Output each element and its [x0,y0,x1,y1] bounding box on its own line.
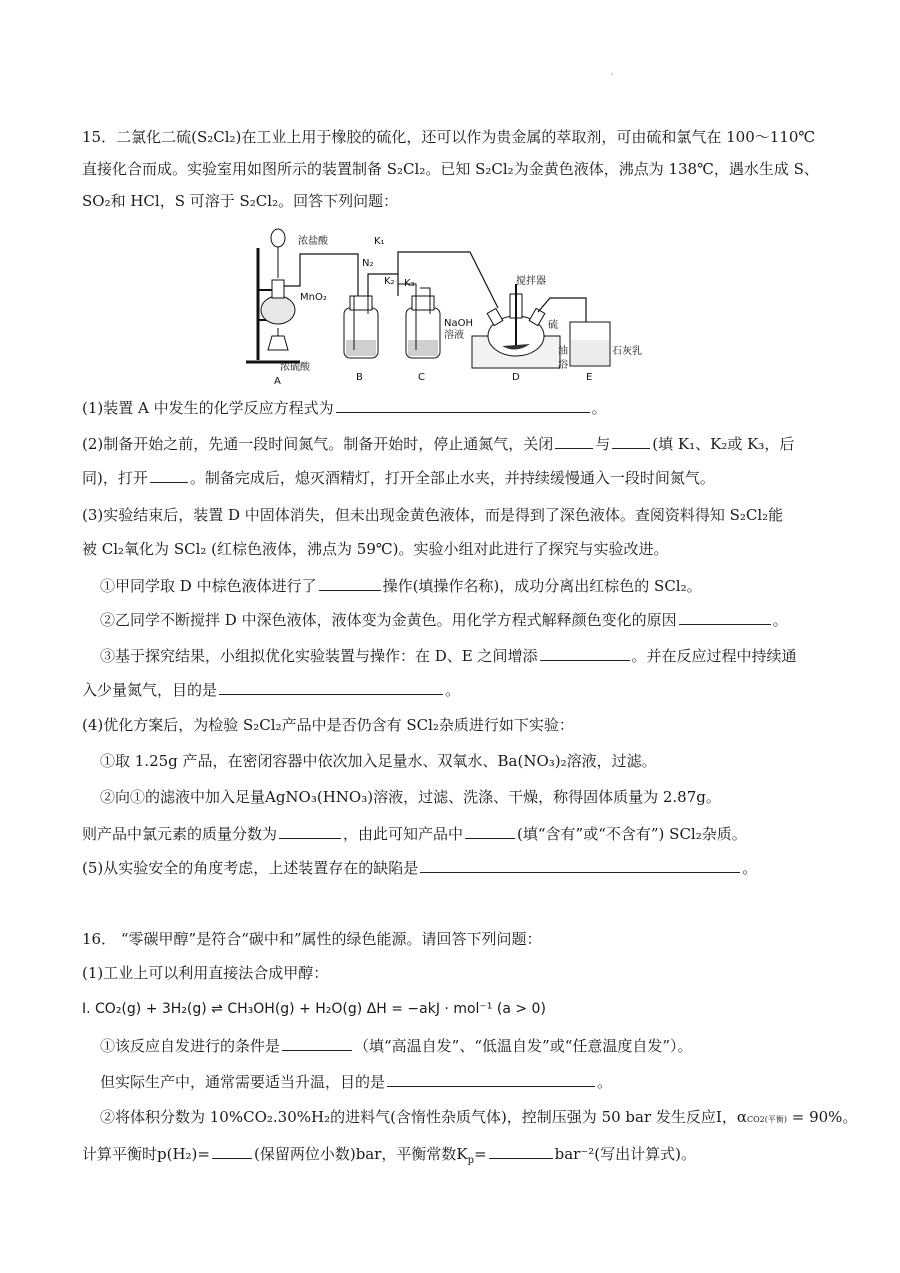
q15-line-1: 15．二氯化二硫(S₂Cl₂)在工业上用于橡胶的硫化，还可以作为贵金属的萃取剂，可由硫和氯气在 100～110℃ [82,128,816,146]
answer-blank[interactable] [387,1070,595,1087]
label-oil: 油 [558,346,568,357]
label-A: A [274,376,281,387]
answer-blank[interactable] [465,822,515,839]
answer-blank[interactable] [219,678,443,695]
label-E: E [586,372,593,383]
answer-blank[interactable] [679,608,771,625]
answer-blank[interactable] [282,1034,352,1051]
q15-part4-sub1: ①取 1.25g 产品，在密闭容器中依次加入足量水、双氧水、Ba(NO₃)₂溶液，过滤。 [100,752,657,770]
page-dot: · [611,70,614,79]
label-conc-h2so4: 浓硫酸 [280,362,310,373]
label-D: D [512,372,520,383]
q15-part3-line1: (3)实验结束后，装置 D 中固体消失，但未出现金黄色液体，而是得到了深色液体。查阅资料得知 S₂Cl₂能 [82,506,784,524]
q16-part2: ②将体积分数为 10%CO₂.30%H₂的进料气(含惰性杂质气体)，控制压强为 50 bar 发生反应I，αCO2(平衡) = 90%。 [100,1108,858,1126]
label-sulfur: 硫 [548,320,558,331]
q16-equation: I. CO₂(g) + 3H₂(g) ⇌ CH₃OH(g) + H₂O(g) ΔH = −akJ · mol⁻¹ (a > 0) [82,1001,546,1017]
apparatus-diagram [240,228,650,388]
q15-part3-sub3: ③基于探究结果，小组拟优化实验装置与操作：在 D、E 之间增添 。并在反应过程中持续通 [82,644,840,667]
label-stirrer: 搅拌器 [516,276,546,287]
q15-part4-result: 则产品中氯元素的质量分数为 ，由此可知产品中 (填“含有”或“不含有”) SCl₂杂质。 [82,822,840,845]
label-n2: N₂ [362,258,374,269]
answer-blank[interactable] [212,1142,252,1159]
q16-line-2: (1)工业上可以利用直接法合成甲醇： [82,964,329,982]
label-k2: K₂ [384,276,395,287]
q16-part2b: 计算平衡时p(H₂)= (保留两位小数)bar，平衡常数$K_p= bar^{-2}$(写出计算式)。 [82,1142,840,1172]
label-limewater: 石灰乳 [612,346,642,357]
label-solution: 溶液 [444,330,464,341]
label-k1: K₁ [374,236,385,247]
answer-blank[interactable] [612,432,650,449]
label-mno2: MnO₂ [300,292,327,303]
q15-part1: (1)装置 A 中发生的化学反应方程式为 。 [82,396,840,419]
q15-part4-sub2: ②向①的滤液中加入足量AgNO₃(HNO₃)溶液，过滤、洗涤、干燥，称得固体质量为 2.87g。 [100,788,721,806]
answer-blank[interactable] [420,856,740,873]
answer-blank[interactable] [279,822,341,839]
q15-part3-sub3b: 入少量氮气，目的是 。 [82,678,840,701]
answer-blank[interactable] [319,574,381,591]
q15-part3-sub2: ②乙同学不断搅拌 D 中深色液体，液体变为金黄色。用化学方程式解释颜色变化的原因 。 [82,608,840,631]
label-k3: K₃ [404,278,415,289]
q15-part3-line2: 被 Cl₂氧化为 SCl₂ (红棕色液体，沸点为 59℃)。实验小组对此进行了探究与实验改进。 [82,540,669,558]
q15-line-3: SO₂和 HCl，S 可溶于 S₂Cl₂。回答下列问题： [82,192,399,210]
q15-part2-line1: (2)制备开始之前，先通一段时间氮气。制备开始时，停止通氮气，关闭 与 (填 K₁、K₂或 K₃，后 [82,432,840,455]
q15-part3-sub1: ①甲同学取 D 中棕色液体进行了 操作(填操作名称)，成功分离出红棕色的 SCl₂。 [82,574,840,597]
label-conc-hcl: 浓盐酸 [298,236,328,247]
q16-part1: ①该反应自发进行的条件是 （填“高温自发”、“低温自发”或“任意温度自发”）。 [82,1034,840,1057]
answer-blank[interactable] [540,644,630,661]
q15-line-2: 直接化合而成。实验室用如图所示的装置制备 S₂Cl₂。已知 S₂Cl₂为金黄色液体，沸点为 138℃，遇水生成 S、 [82,160,819,178]
q16-line-1: 16． “零碳甲醇”是符合“碳中和”属性的绿色能源。请回答下列问题： [82,930,542,948]
label-naoh: NaOH [444,318,473,329]
answer-blank[interactable] [150,466,188,483]
answer-blank[interactable] [555,432,593,449]
answer-blank[interactable] [336,396,590,413]
q15-part2-line2: 同)，打开 。制备完成后，熄灭酒精灯，打开全部止水夹，并持续缓慢通入一段时间氮气。 [82,466,840,489]
q15-part4: (4)优化方案后，为检验 S₂Cl₂产品中是否仍含有 SCl₂杂质进行如下实验： [82,716,574,734]
q16-part1b: 但实际生产中，通常需要适当升温，目的是 。 [82,1070,840,1093]
answer-blank[interactable] [489,1142,553,1159]
label-C: C [418,372,425,383]
label-B: B [356,372,363,383]
label-bath: 浴 [558,360,568,371]
q15-part5: (5)从实验安全的角度考虑，上述装置存在的缺陷是 。 [82,856,840,879]
